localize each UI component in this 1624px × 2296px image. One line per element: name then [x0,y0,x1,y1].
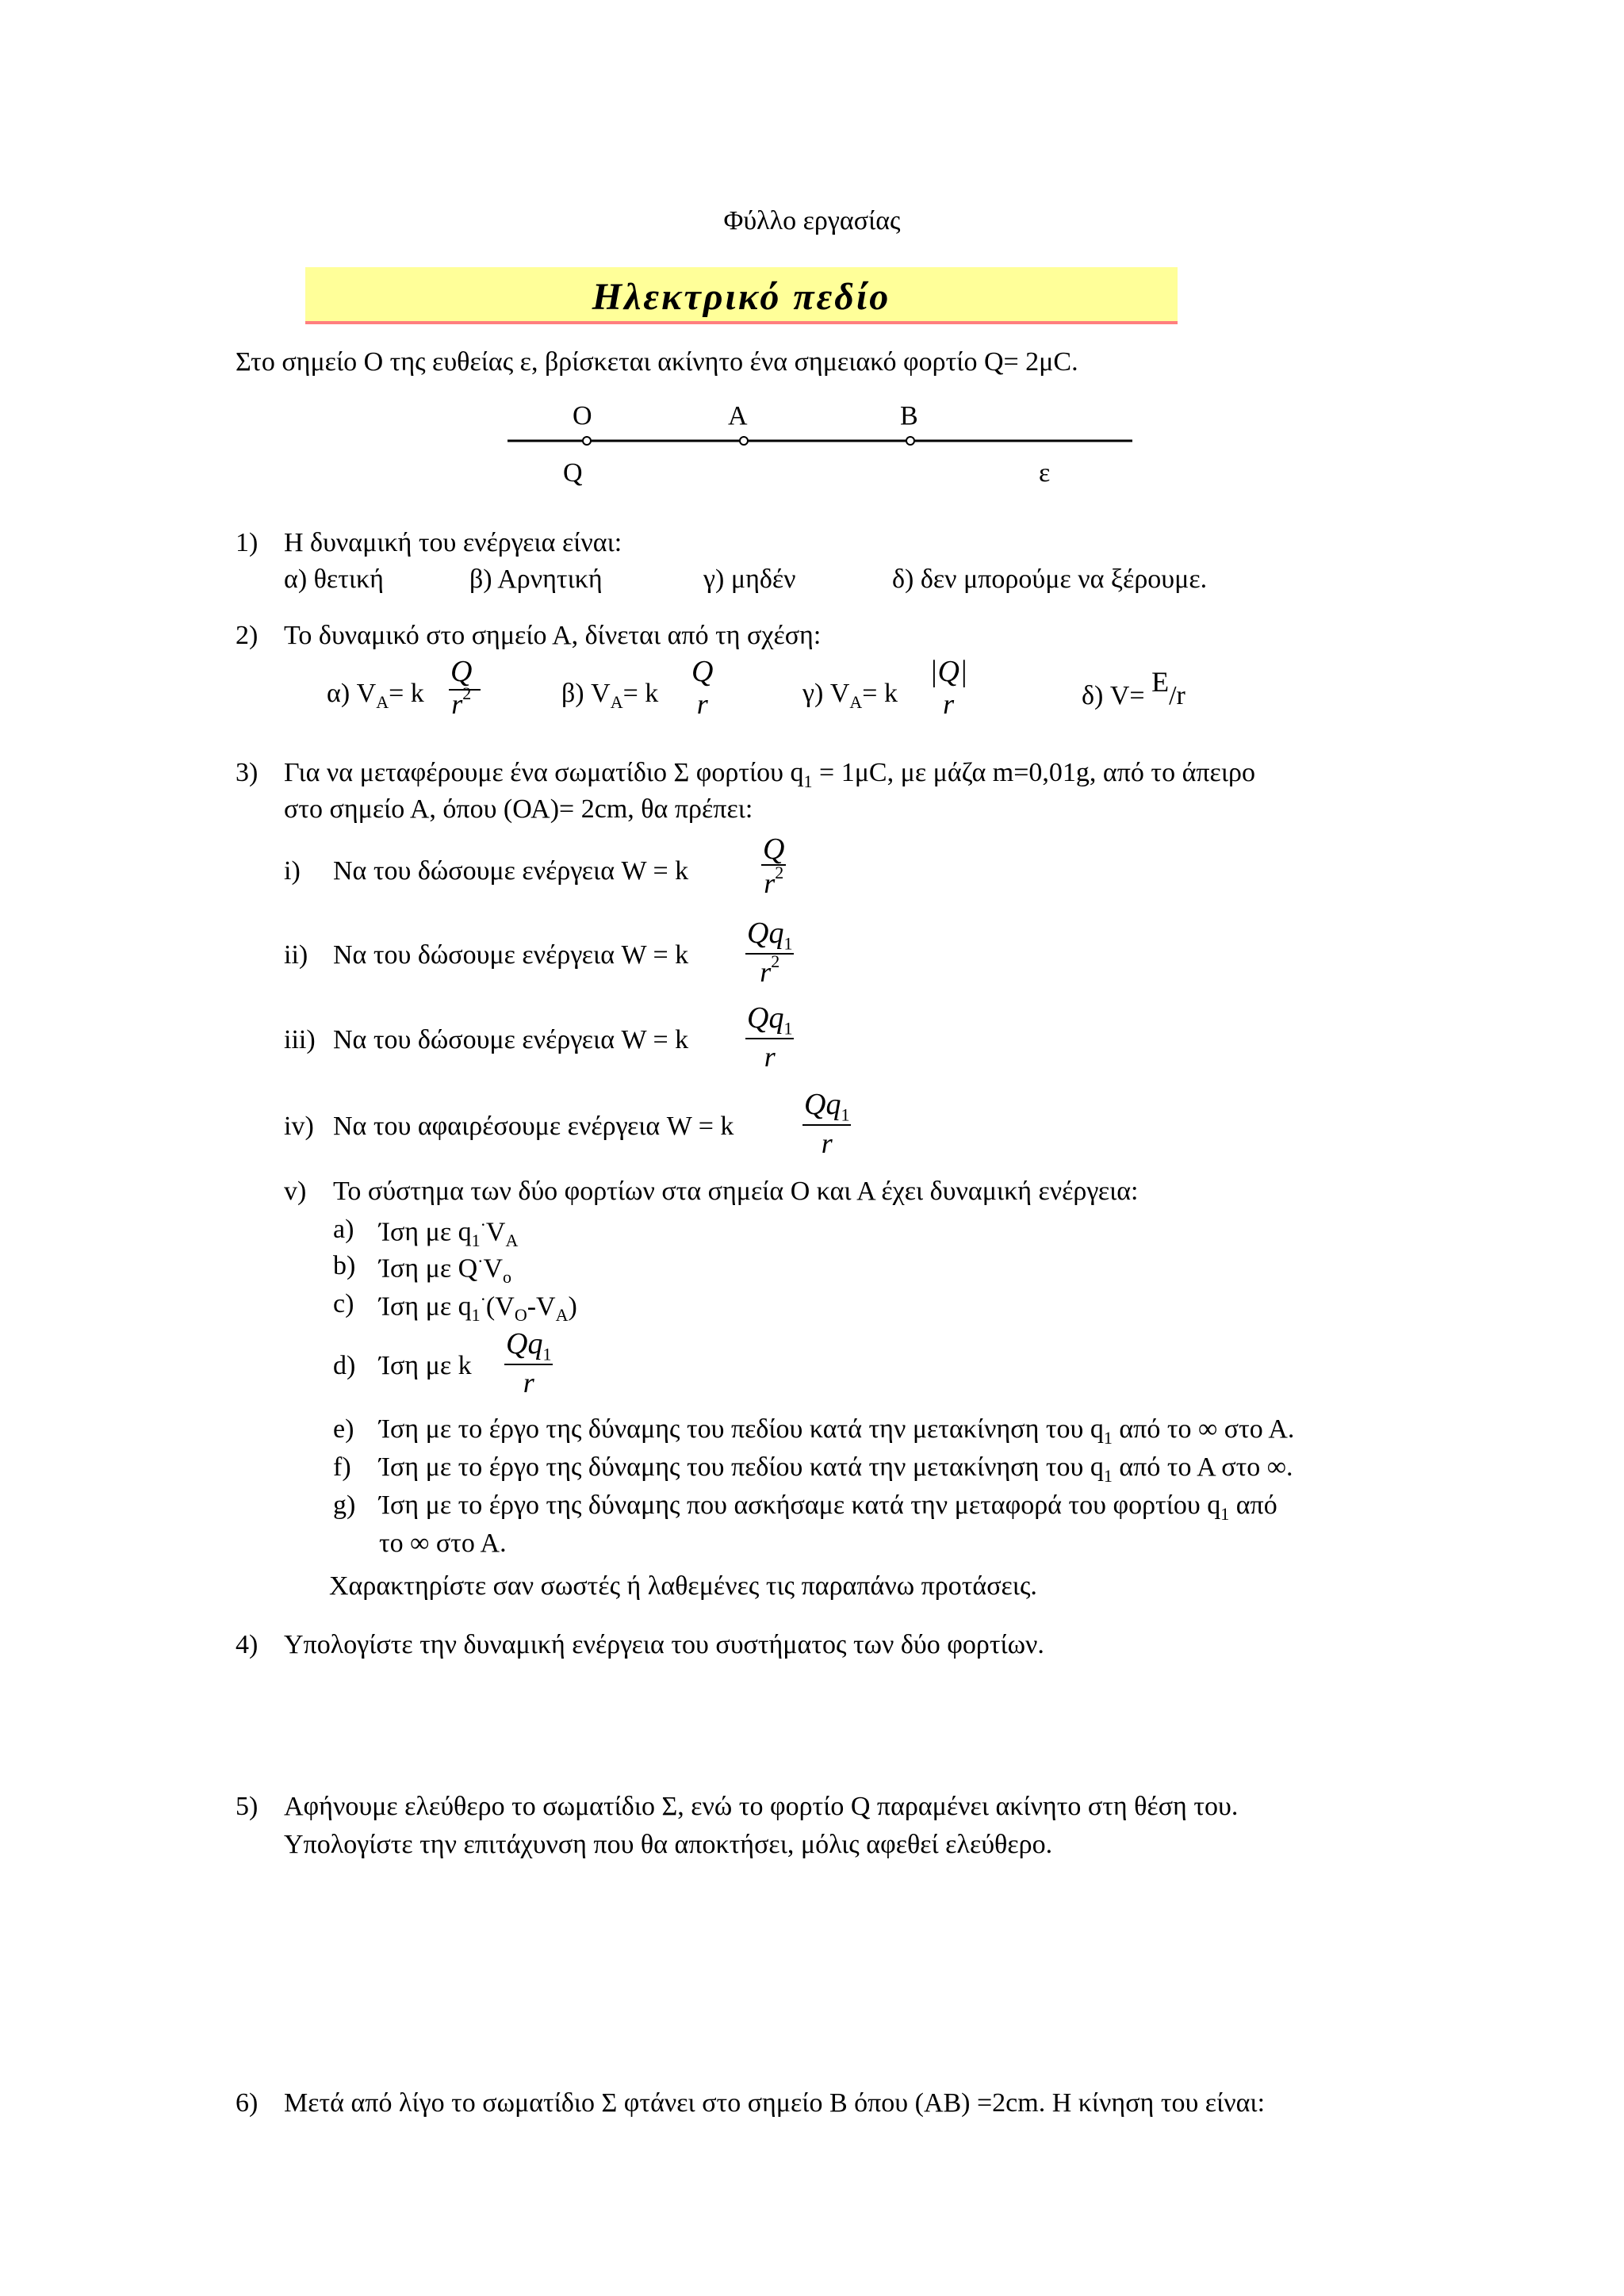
q3-v-f-number: f) [333,1452,351,1482]
q2-option-c: γ) $V_A= k$ [802,679,898,712]
q2-option-d: δ) V= E/r [1082,666,1185,710]
q3-v-d-text: Ίση με k [379,1351,472,1380]
q3-iii-fraction: $\frac{Qq_1}{r}$ [747,1001,793,1073]
q3-item-iii-text: Να του δώσουμε ενέργεια W = k [333,1025,689,1054]
q3-v-g-continuation: το ∞ στο Α. [379,1529,507,1558]
q2-option-b: β) $V_A= k$ [561,679,659,712]
q3-v-c-number: c) [333,1289,354,1318]
q3-v-g-number: g) [333,1490,356,1520]
q3-i-fraction: $\frac{Q}{r^2}$ [763,832,785,899]
q1-option-c: γ) μηδέν [703,564,796,594]
q3-line2: στο σημείο Α, όπου (ΟΑ)= 2cm, θα πρέπει: [284,794,753,824]
point-A [740,437,748,445]
q3-line1: Για να μεταφέρουμε ένα σωματίδιο Σ φορτίου $q_1 = 1\mu C$, με μάζα m=0,01g, από το άπειρο [284,758,1255,791]
q2-b-fraction: Q r [691,655,714,720]
q3-v-b-number: b) [333,1251,356,1280]
q2-number: 2) [236,621,259,650]
q6-text: Μετά από λίγο το σωματίδιο Σ φτάνει στο σημείο Β όπου (ΑΒ) =2cm. Η κίνηση του είναι: [284,2088,1266,2118]
q2-a-bar [449,688,481,691]
q3-item-v-number: v) [284,1177,307,1206]
q3-v-a-text: Ίση με $q_1^\cdot V_A$ [379,1215,519,1251]
q6-number: 6) [236,2088,259,2118]
q1-text: Η δυναμική του ενέργεια είναι: [284,528,622,557]
q3-v-a-number: a) [333,1215,354,1244]
q3-v-b-text: Ίση με $Q^\cdot V_o$ [379,1251,512,1288]
q3-item-v-text: Το σύστημα των δύο φορτίων στα σημεία Ο και Α έχει δυναμική ενέργεια: [333,1177,1139,1206]
q3-v-e-number: e) [333,1414,354,1444]
q2-text: Το δυναμικό στο σημείο Α, δίνεται από τη σχέση: [284,621,822,650]
q3-item-i-text: Να του δώσουμε ενέργεια W = k [333,856,689,886]
q3-v-g-text: Ίση με το έργο της δύναμης που ασκήσαμε κατά την μεταφορά του φορτίου $q_1$ από [379,1490,1277,1524]
q1-number: 1) [236,528,259,557]
q3-item-iv-text: Να του αφαιρέσουμε ενέργεια W = k [333,1112,734,1141]
q3-v-e-text: Ίση με το έργο της δύναμης του πεδίου κατά την μετακίνηση του $q_1$ από το ∞ στο Α. [379,1414,1295,1448]
label-B: Β [900,401,918,430]
q2-a-fraction: Q $r^2$ [450,655,473,720]
point-B [906,437,914,445]
q3-item-ii-number: ii) [284,940,308,970]
label-O: Ο [573,401,592,430]
q3-v-c-text: Ίση με $q_1^\cdot(V_O-V_A)$ [379,1289,577,1326]
q5-line1: Αφήνουμε ελεύθερο το σωματίδιο Σ, ενώ το φορτίο Q παραμένει ακίνητο στη θέση του. [284,1792,1239,1821]
q3-iv-fraction: $\frac{Qq_1}{r}$ [804,1088,850,1159]
q3-ii-fraction: $\frac{Qq_1}{r^2}$ [747,916,793,988]
page-header: Φύλλο εργασίας [723,206,901,235]
q3-characterize: Χαρακτηρίστε σαν σωστές ή λαθεμένες τις παραπάνω προτάσεις. [329,1571,1037,1601]
q3-item-ii-text: Να του δώσουμε ενέργεια W = k [333,940,689,970]
q3-v-d-fraction: $\frac{Qq_1}{r}$ [506,1327,552,1399]
q1-option-b: β) Αρνητική [469,564,603,594]
label-epsilon: ε [1039,458,1051,488]
q5-line2: Υπολογίστε την επιτάχυνση που θα αποκτήσει, μόλις αφεθεί ελεύθερο. [284,1830,1053,1859]
line-epsilon [0,0,1624,515]
q3-item-iii-number: iii) [284,1025,316,1054]
label-Q: Q [563,458,583,488]
q5-number: 5) [236,1792,259,1821]
label-A: Α [728,401,748,430]
q3-v-d-number: d) [333,1351,356,1380]
intro-text: Στο σημείο Ο της ευθείας ε, βρίσκεται ακίνητο ένα σημειακό φορτίο Q= 2μC. [236,347,1078,377]
page-title: Ηλεκτρικό πεδίο [592,276,891,318]
q3-number: 3) [236,758,259,787]
q2-option-a: α) $V_A= k$ [327,679,424,712]
q4-number: 4) [236,1630,259,1659]
q3-item-iv-number: iv) [284,1112,314,1141]
q3-v-f-text: Ίση με το έργο της δύναμης του πεδίου κατά την μετακίνηση του $q_1$ από το Α στο ∞. [379,1452,1293,1486]
q1-option-a: α) θετική [284,564,384,594]
point-O [583,437,591,445]
q4-text: Υπολογίστε την δυναμική ενέργεια του συστήματος των δύο φορτίων. [284,1630,1044,1659]
q3-item-i-number: i) [284,856,301,886]
q1-option-d: δ) δεν μπορούμε να ξέρουμε. [892,564,1208,594]
q2-c-fraction: |Q| r [929,655,968,720]
